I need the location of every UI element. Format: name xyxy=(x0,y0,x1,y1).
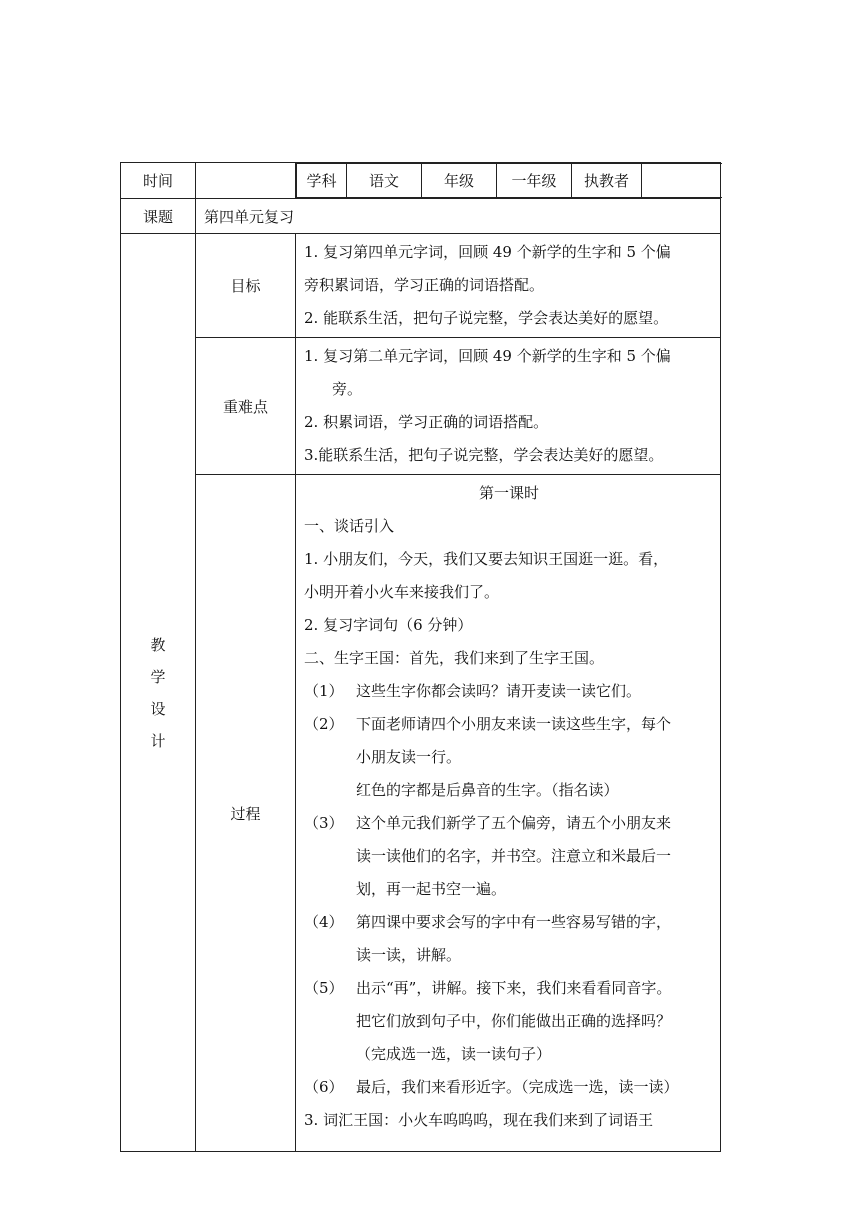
item-line: 红色的字都是后鼻音的生字。（指名读） xyxy=(356,781,619,799)
item-number: （2） xyxy=(304,715,344,733)
section-heading: 二、生字王国：首先，我们来到了生字王国。 xyxy=(304,649,605,667)
item-line: 读一读，讲解。 xyxy=(356,946,462,964)
process-line: 1. 小朋友们，今天，我们又要去知识王国逛一逛。看， xyxy=(304,550,669,568)
process-row xyxy=(121,475,721,1152)
item-line: 这个单元我们新学了五个偏旁，请五个小朋友来 xyxy=(356,814,672,832)
item-line: （完成选一选，读一读句子） xyxy=(356,1045,552,1063)
subject-value: 语文 xyxy=(347,164,422,198)
key-points-line: 1. 复习第二单元字词，回顾 49 个新学的生字和 5 个偏 xyxy=(304,347,671,365)
key-points-line: 2. 积累词语，学习正确的词语搭配。 xyxy=(304,413,549,431)
grade-value: 一年级 xyxy=(497,164,572,198)
lesson-plan-table xyxy=(120,162,721,1152)
process-content xyxy=(296,475,721,1152)
subject-label: 学科 xyxy=(297,164,347,198)
item-number: （1） xyxy=(304,682,344,700)
goals-line: 1. 复习第四单元字词，回顾 49 个新学的生字和 5 个偏 xyxy=(304,243,671,261)
header-info-cell xyxy=(296,163,721,199)
item-line: 小朋友读一行。 xyxy=(356,748,462,766)
design-char: 学 xyxy=(150,667,166,686)
process-line: 2. 复习字词句（6 分钟） xyxy=(304,616,473,634)
key-points-line: 3.能联系生活，把句子说完整，学会表达美好的愿望。 xyxy=(304,446,664,464)
design-char: 教 xyxy=(150,635,166,654)
item-number: （4） xyxy=(304,913,344,931)
key-points-line: 旁。 xyxy=(332,380,363,398)
goals-label: 目标 xyxy=(196,234,296,338)
time-value xyxy=(196,163,296,199)
item-line: 读一读他们的名字，并书空。注意立和米最后一 xyxy=(356,847,672,865)
teacher-label: 执教者 xyxy=(572,164,642,198)
header-split xyxy=(296,163,722,198)
topic-row xyxy=(121,199,721,234)
item-line: 出示“再”，讲解。接下来，我们来看看同音字。 xyxy=(356,979,672,997)
topic-label: 课题 xyxy=(121,199,196,234)
goals-content xyxy=(296,234,721,338)
time-label: 时间 xyxy=(121,163,196,199)
topic-value: 第四单元复习 xyxy=(196,199,721,234)
process-item xyxy=(304,1071,714,1104)
process-item xyxy=(304,972,714,1071)
process-line: 3. 词汇王国：小火车呜呜呜，现在我们来到了词语王 xyxy=(304,1111,654,1129)
process-label: 过程 xyxy=(196,475,296,1152)
item-number: （5） xyxy=(304,979,344,997)
key-points-label: 重难点 xyxy=(196,338,296,475)
process-item xyxy=(304,807,714,906)
lesson-title: 第一课时 xyxy=(478,484,539,502)
item-line: 下面老师请四个小朋友来读一读这些生字，每个 xyxy=(356,715,672,733)
item-number: （6） xyxy=(304,1078,344,1096)
item-line: 这些生字你都会读吗？请开麦读一读它们。 xyxy=(356,682,642,700)
item-number: （3） xyxy=(304,814,344,832)
process-item xyxy=(304,675,714,708)
header-row xyxy=(121,163,721,199)
section-heading: 一、谈话引入 xyxy=(304,517,395,535)
goals-row xyxy=(121,234,721,338)
item-line: 最后，我们来看形近字。（完成选一选，读一读） xyxy=(356,1078,679,1096)
goals-line: 旁积累词语，学习正确的词语搭配。 xyxy=(304,276,545,294)
item-line: 第四课中要求会写的字中有一些容易写错的字， xyxy=(356,913,672,931)
process-item xyxy=(304,708,714,807)
teacher-value xyxy=(642,164,722,198)
design-label xyxy=(121,234,196,1152)
item-line: 划，再一起书空一遍。 xyxy=(356,880,507,898)
grade-label: 年级 xyxy=(422,164,497,198)
process-item xyxy=(304,906,714,972)
key-points-row xyxy=(121,338,721,475)
design-char: 计 xyxy=(150,731,166,750)
key-points-content xyxy=(296,338,721,475)
item-line: 把它们放到句子中，你们能做出正确的选择吗？ xyxy=(356,1012,672,1030)
design-char: 设 xyxy=(150,699,166,718)
goals-line: 2. 能联系生活，把句子说完整，学会表达美好的愿望。 xyxy=(304,309,669,327)
process-line: 小明开着小火车来接我们了。 xyxy=(304,583,500,601)
